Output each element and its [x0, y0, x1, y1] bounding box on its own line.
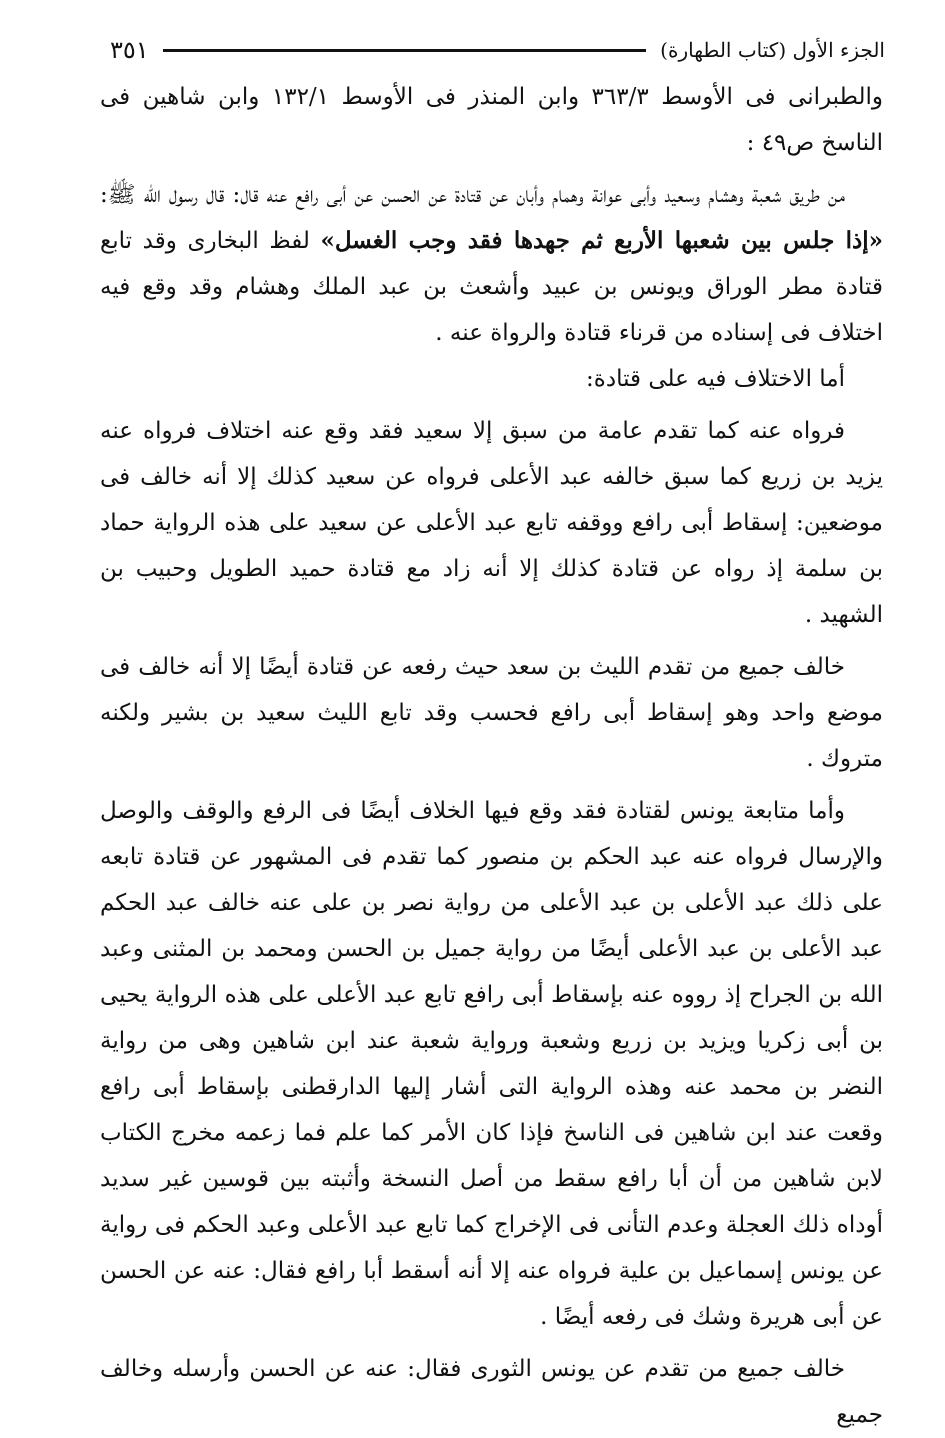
header-rule — [163, 49, 647, 52]
paragraph: خالف جميع من تقدم الليث بن سعد حيث رفعه عن قتادة أيضًا إلا أنه خالف فى موضع واحد وهو إسقاط أبى رافع فحسب وقد تابع الليث سعيد بن بشير ولكنه متروك . — [100, 654, 883, 772]
page-number: ٣٥١ — [110, 36, 149, 64]
section-heading: أما الاختلاف فيه على قتادة: — [586, 366, 845, 392]
running-title: الجزء الأول (كتاب الطهارة) — [660, 38, 885, 62]
paragraph: وأما متابعة يونس لقتادة فقد وقع فيها الخلاف أيضًا فى الرفع والوقف والوصل والإرسال فرواه عنه عبد الحكم بن منصور كما تقدم فى المشهور عن قتادة تابعه على ذلك عبد الأعلى بن عبد الأعلى من رواية نصر بن على عنه خالف عبد الحكم عبد الأعلى بن عبد الأعلى أيضًا من رواية جميل بن الحسن ومحمد بن المثنى وعبد الله بن الجراح إذ رووه عنه بإسقاط أبى رافع تابع عبد الأعلى على هذه الرواية يحيى بن أبى زكريا ويزيد بن زريع وشعبة ورواية شعبة عند ابن شاهين وهى من رواية النضر بن محمد عنه وهذه الرواية التى أشار إليها الدارقطنى بإسقاط أبى رافع وقعت عند ابن شاهين فى الناسخ فإذا كان الأمر كما علم فما زعمه مخرج الكتاب لابن شاهين من أن أبا رافع سقط من أصل النسخة وأثبته بين قوسين غير سديد أوداه ذلك العجلة وعدم التأنى فى الإخراج كما تابع عبد الأعلى وعبد الحكم فى رواية عن يونس إسماعيل بن علية فرواه عنه إلا أنه أسقط أبا رافع فقال: عنه عن الحسن عن أبى هريرة وشك فى رفعه أيضًا . — [100, 798, 883, 1330]
paragraph: فرواه عنه كما تقدم عامة من سبق إلا سعيد فقد وقع عنه اختلاف فرواه عنه يزيد بن زريع كما سبق خالفه عبد الأعلى فرواه عن سعيد كذلك إلا أنه خالف فى موضعين: إسقاط أبى رافع ووقفه تابع عبد الأعلى عن سعيد على هذه الرواية حماد بن سلمة إذ رواه عن قتادة كذلك إلا أنه زاد مع قتادة حميد الطويل وحبيب بن الشهيد . — [100, 418, 883, 628]
running-header — [110, 30, 885, 70]
paragraph-text: لفظ البخارى وقد تابع قتادة مطر الوراق ويونس بن عبيد وأشعث بن عبد الملك وهشام وقد وقع فيه اختلاف فى إسناده من قرناء قتادة والرواة عنه . — [100, 228, 883, 346]
paragraph — [100, 172, 883, 356]
paragraph: خالف جميع من تقدم عن يونس الثورى فقال: عنه عن الحسن وأرسله وخالف جميع — [100, 1356, 883, 1428]
paragraph-text: من طريق شعبة وهشام وسعيد وأبى عوانة وهمام وأبان عن قتادة عن الحسن عن أبى رافع عنه قال: قال رسول الله ﷺ: — [100, 182, 845, 208]
paragraph: والطبرانى فى الأوسط ٣٦٣/٣ وابن المنذر فى الأوسط ١٣٢/١ وابن شاهين فى الناسخ ص٤٩ : — [100, 84, 883, 156]
page-body — [100, 74, 883, 1438]
hadith-quote: «إذا جلس بين شعبها الأربع ثم جهدها فقد وجب الغسل» — [320, 227, 884, 254]
